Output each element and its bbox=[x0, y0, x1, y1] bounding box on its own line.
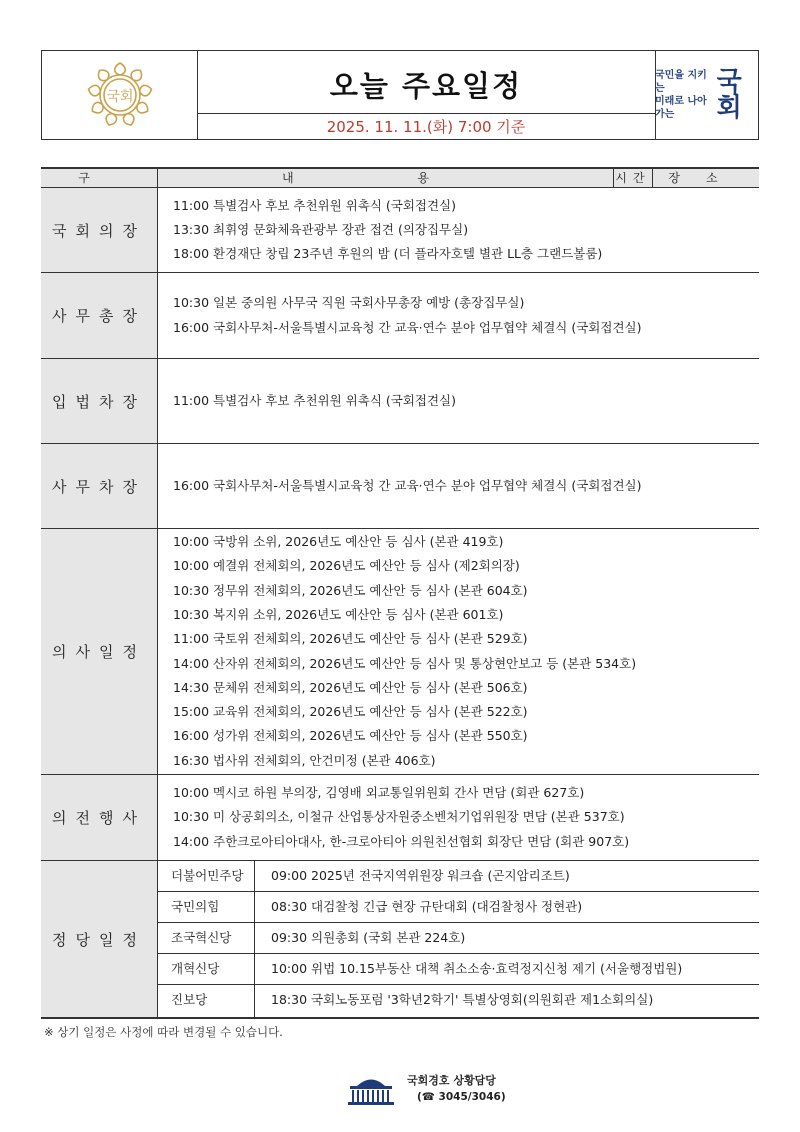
date-line: 2025. 11. 11.(화) 7:00 기준 bbox=[197, 113, 655, 140]
party-name: 조국혁신당 bbox=[158, 923, 255, 953]
slogan-line-1: 국민을 지키는 bbox=[655, 70, 707, 94]
party-row bbox=[158, 923, 759, 954]
party-name: 국민의힘 bbox=[158, 892, 255, 922]
schedule-row-party bbox=[41, 861, 759, 1017]
schedule-row-proceedings bbox=[41, 529, 759, 775]
emblem-text: 국회 bbox=[105, 89, 134, 105]
page-title: 오늘 주요일정 bbox=[329, 69, 523, 103]
slogan-logo bbox=[655, 51, 758, 139]
party-item: 09:30 의원총회 (국회 본관 224호) bbox=[271, 930, 466, 945]
schedule-items bbox=[158, 444, 759, 528]
party-row bbox=[158, 985, 759, 1017]
schedule-items bbox=[158, 529, 759, 774]
category-label: 입법차장 bbox=[41, 359, 158, 443]
schedule-items bbox=[158, 775, 759, 860]
party-name: 진보당 bbox=[158, 985, 255, 1017]
schedule-item: 11:00 특별검사 후보 추천위원 위촉식 (국회접견실) bbox=[173, 392, 456, 408]
schedule-item: 11:00 국토위 전체회의, 2026년도 예산안 등 심사 (본관 529호) bbox=[173, 631, 528, 647]
schedule-item: 10:00 국방위 소위, 2026년도 예산안 등 심사 (본관 419호) bbox=[173, 534, 504, 550]
schedule-table bbox=[41, 167, 759, 1019]
footer-office: 국회경호 상황담당 bbox=[407, 1074, 496, 1087]
schedule-row-secretary-general bbox=[41, 273, 759, 359]
assembly-building-icon bbox=[345, 1072, 397, 1106]
category-label: 사무차장 bbox=[41, 444, 158, 528]
slogan-brand: 국회 bbox=[716, 67, 742, 123]
schedule-item: 16:30 법사위 전체회의, 안건미정 (본관 406호) bbox=[173, 752, 436, 768]
schedule-item: 10:30 정무위 전체회의, 2026년도 예산안 등 심사 (본관 604호) bbox=[173, 582, 528, 598]
header-place: 장소 bbox=[668, 171, 744, 185]
schedule-items bbox=[158, 273, 759, 358]
category-label: 의전행사 bbox=[41, 775, 158, 860]
slogan-line-2: 미래로 나아가는 bbox=[655, 96, 707, 120]
party-item: 08:30 대검찰청 긴급 현장 규탄대회 (대검찰청사 정현관) bbox=[271, 899, 583, 914]
schedule-item: 14:30 문체위 전체회의, 2026년도 예산안 등 심사 (본관 506호) bbox=[173, 679, 528, 695]
schedule-items bbox=[158, 188, 759, 272]
schedule-item: 10:00 멕시코 하원 부의장, 김영배 외교통일위원회 간사 면담 (회관 627호) bbox=[173, 785, 585, 801]
schedule-item: 15:00 교육위 전체회의, 2026년도 예산안 등 심사 (본관 522호) bbox=[173, 704, 528, 720]
category-label: 국회의장 bbox=[41, 188, 158, 272]
schedule-item: 16:00 국회사무처-서울특별시교육청 간 교육·연수 분야 업무협약 체결식 (국회접견실) bbox=[173, 319, 642, 335]
party-row bbox=[158, 892, 759, 923]
schedule-item: 10:00 예결위 전체회의, 2026년도 예산안 등 심사 (제2회의장) bbox=[173, 558, 520, 574]
schedule-items bbox=[158, 359, 759, 443]
slogan-text bbox=[655, 69, 714, 121]
schedule-item: 16:00 국회사무처-서울특별시교육청 간 교육·연수 분야 업무협약 체결식 (국회접견실) bbox=[173, 477, 642, 493]
schedule-row-legislative-deputy bbox=[41, 359, 759, 444]
schedule-item: 14:00 주한크로아티아대사, 한-크로아티아 의원친선협회 회장단 면담 (회관 907호) bbox=[173, 833, 630, 849]
header-content: 내 용 bbox=[282, 171, 489, 185]
header-time: 시간 bbox=[615, 171, 651, 185]
party-item: 09:00 2025년 전국지역위원장 워크숍 (곤지암리조트) bbox=[271, 868, 570, 883]
category-label: 정당일정 bbox=[41, 861, 158, 1017]
footer-contact bbox=[345, 1072, 525, 1108]
category-label: 의사일정 bbox=[41, 529, 158, 774]
party-name: 개혁신당 bbox=[158, 954, 255, 984]
schedule-item: 13:30 최휘영 문화체육관광부 장관 접견 (의장집무실) bbox=[173, 221, 469, 237]
party-item: 18:30 국회노동포럼 '3학년2학기' 특별상영회(의원회관 제1소회의실) bbox=[271, 992, 654, 1007]
document-header bbox=[41, 50, 759, 140]
footnote: ※ 상기 일정은 사정에 따라 변경될 수 있습니다. bbox=[44, 1025, 283, 1039]
logo-cell bbox=[42, 51, 198, 139]
schedule-item: 10:30 미 상공회의소, 이철규 산업통상자원중소벤처기업위원장 면담 (본관 537호) bbox=[173, 809, 625, 825]
schedule-row-protocol bbox=[41, 775, 759, 861]
title-cell bbox=[197, 51, 656, 139]
schedule-item: 10:30 복지위 소위, 2026년도 예산안 등 심사 (본관 601호) bbox=[173, 606, 504, 622]
schedule-item: 18:00 환경재단 창립 23주년 후원의 밤 (더 플라자호텔 별관 LL층 그랜드볼룸) bbox=[173, 246, 603, 262]
schedule-row-deputy-secretary bbox=[41, 444, 759, 529]
schedule-item: 10:30 일본 중의원 사무국 직원 국회사무총장 예방 (총장집무실) bbox=[173, 295, 525, 311]
party-item: 10:00 위법 10.15부동산 대책 취소소송·효력정지신청 제기 (서울행정법원) bbox=[271, 961, 683, 976]
schedule-row-speaker bbox=[41, 188, 759, 273]
party-row bbox=[158, 861, 759, 892]
category-label: 사무총장 bbox=[41, 273, 158, 358]
schedule-item: 11:00 특별검사 후보 추천위원 위촉식 (국회접견실) bbox=[173, 197, 456, 213]
header-category: 구 bbox=[78, 171, 120, 185]
schedule-item: 14:00 산자위 전체회의, 2026년도 예산안 등 심사 및 통상현안보고 등 (본관 534호) bbox=[173, 655, 637, 671]
table-header-row bbox=[41, 169, 759, 188]
schedule-item: 16:00 성가위 전체회의, 2026년도 예산안 등 심사 (본관 550호) bbox=[173, 728, 528, 744]
national-assembly-emblem-icon bbox=[72, 60, 168, 130]
party-row bbox=[158, 954, 759, 985]
party-name: 더불어민주당 bbox=[158, 861, 255, 891]
footer-phone: (☎ 3045/3046) bbox=[417, 1091, 506, 1103]
